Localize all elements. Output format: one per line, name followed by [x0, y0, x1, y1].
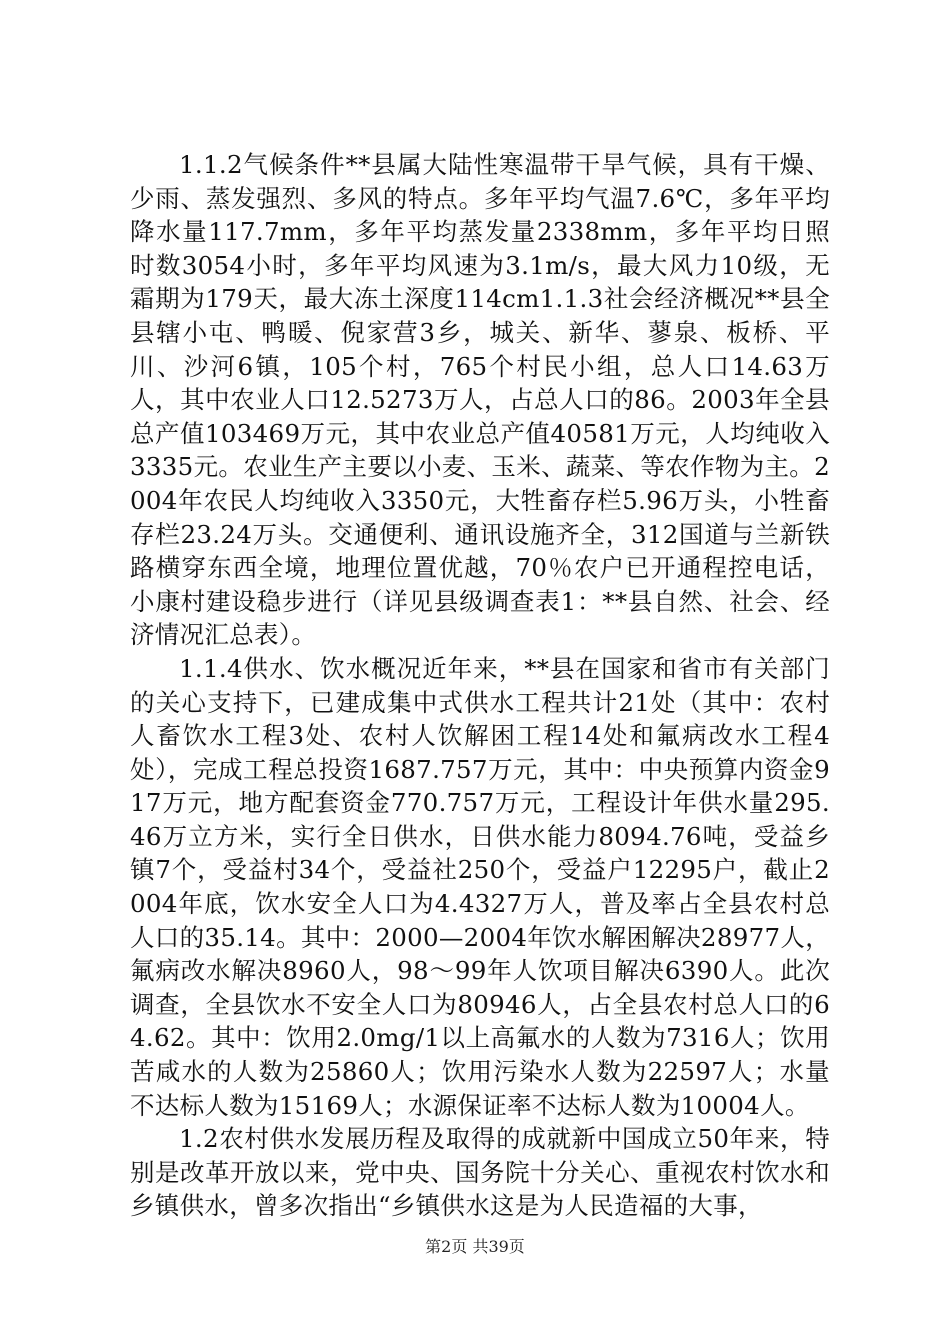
paragraph-climate-economy: 1.1.2气候条件**县属大陆性寒温带干旱气候，具有干燥、少雨、蒸发强烈、多风的特点。多年平均气温7.6℃，多年平均降水量117.7mm，多年平均蒸发量2338mm，多年平均日照时数3054小时，多年平均风速为3.1m/s，最大风力10级，无霜期为179天，最大冻土深度114cm1.1.3社会经济概况**县全县辖小屯、鸭暖、倪家营3乡，城关、新华、蓼泉、板桥、平川、沙河6镇，105个村，765个村民小组，总人口14.63万人，其中农业人口12.5273万人，占总人口的86。2003年全县总产值103469万元，其中农业总产值40581万元，人均纯收入3335元。农业生产主要以小麦、玉米、蔬菜、等农作物为主。2004年农民人均纯收入3350元，大牲畜存栏5.96万头，小牲畜存栏23.24万头。交通便利、通讯设施齐全，312国道与兰新铁路横穿东西全境，地理位置优越，70％农户已开通程控电话，小康村建设稳步进行（详见县级调查表1：**县自然、社会、经济情况汇总表）。 — [130, 150, 830, 650]
paragraph-development-history: 1.2农村供水发展历程及取得的成就新中国成立50年来，特别是改革开放以来，党中央、国务院十分关心、重视农村饮水和乡镇供水，曾多次指出“乡镇供水这是为人民造福的大事， — [130, 1124, 830, 1221]
document-body — [130, 148, 830, 1223]
paragraph-water-supply: 1.1.4供水、饮水概况近年来，**县在国家和省市有关部门的关心支持下，已建成集中式供水工程共计21处（其中：农村人畜饮水工程3处、农村人饮解困工程14处和氟病改水工程4处），完成工程总投资1687.757万元，其中：中央预算内资金917万元，地方配套资金770.757万元，工程设计年供水量295.46万立方米，实行全日供水，日供水能力8094.76吨，受益乡镇7个，受益村34个，受益社250个，受益户12295户，截止2004年底，饮水安全人口为4.4327万人，普及率占全县农村总人口的35.14。其中：2000—2004年饮水解困解决28977人，氟病改水解决8960人，98～99年人饮项目解决6390人。此次调查，全县饮水不安全人口为80946人，占全县农村总人口的64.62。其中：饮用2.0mg/1以上高氟水的人数为7316人；饮用苦咸水的人数为25860人；饮用污染水人数为22597人；水量不达标人数为15169人；水源保证率不达标人数为10004人。 — [130, 653, 830, 1120]
page-number-footer: 第2页 共39页 — [425, 1237, 525, 1256]
